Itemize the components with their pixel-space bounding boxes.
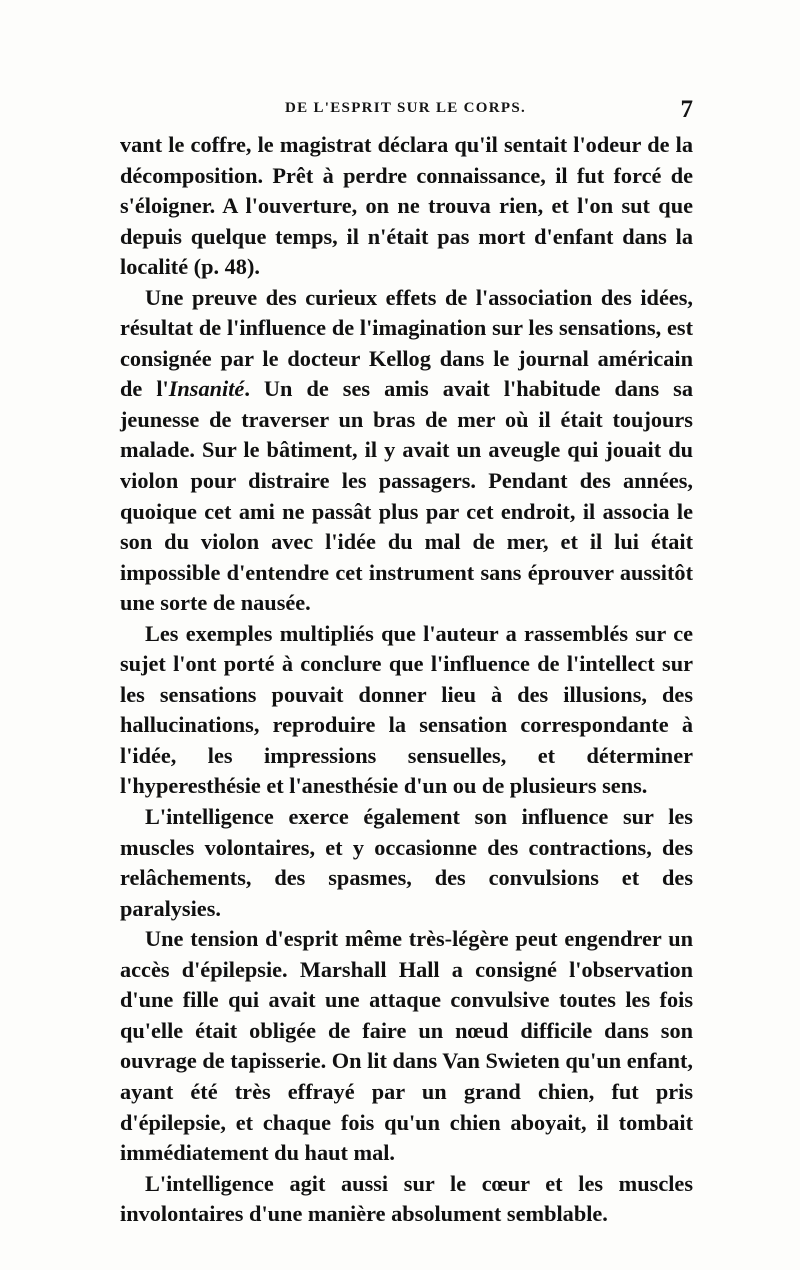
page-number: 7 (680, 96, 693, 123)
journal-title: Insanité (168, 376, 245, 402)
paragraph-5: Une tension d'esprit même très-légère peut engendrer un accès d'épilepsie. Marshall Hall a consigné l'observation d'une fille qui avait une attaque convulsive toutes les fois qu'elle était obligée de faire un nœud difficile dans son ouvrage de tapisserie. On lit dans Van Swieten qu'un enfant, ayant été très effrayé par un grand chien, fut pris d'épilepsie, et chaque fois qu'un chien aboyait, il tombait immédiatement du haut mal. (120, 926, 694, 1166)
running-title: DE L'ESPRIT SUR LE CORPS. (284, 100, 527, 116)
paragraph-2-start: Une preuve des curieux effets de l'association des idées, résultat de l'influence de l'imagination sur les sensations, est consignée par le docteur Kellog dans le journal américain de l' (120, 284, 693, 402)
paragraph-4: L'intelligence exerce également son influence sur les muscles volontaires, et y occasionne des contractions, des relâchements, des spasmes, des convulsions et des paralysies. (120, 804, 693, 921)
paragraph-3: Les exemples multipliés que l'auteur a rassemblés sur ce sujet l'ont porté à conclure que l'influence de l'intellect sur les sensations pouvait donner lieu à des illusions, des hallucinations, reproduire la sensation correspondante à l'idée, les impressions sensuelles, et déterminer l'hyperesthésie et l'anesthésie d'un ou de plusieurs sens. (120, 620, 693, 799)
paragraph-2 (120, 283, 693, 619)
paragraph-2-rest: . Un de ses amis avait l'habitude dans sa jeunesse de traverser un bras de mer où il était toujours malade. Sur le bâtiment, il y avait un aveugle qui jouait du violon pour distraire les passagers. Pendant des années, quoique cet ami ne passât plus par cet endroit, il associa le son du violon avec l'idée du mal de mer, et il lui était impossible d'entendre cet instrument sans éprouver aussitôt une sorte de nausée. (120, 376, 693, 616)
body-text (120, 130, 693, 1230)
paragraph-6: L'intelligence agit aussi sur le cœur et les muscles involontaires d'une manière absolument semblable. (120, 1170, 693, 1227)
paragraph-1: vant le coffre, le magistrat déclara qu'il sentait l'odeur de la décomposition. Prêt à perdre connaissance, il fut forcé de s'éloigner. A l'ouverture, on ne trouva rien, et l'on sut que depuis quelque temps, il n'était pas mort d'enfant dans la localité (p. 48). (120, 132, 693, 280)
page-header (118, 98, 693, 126)
